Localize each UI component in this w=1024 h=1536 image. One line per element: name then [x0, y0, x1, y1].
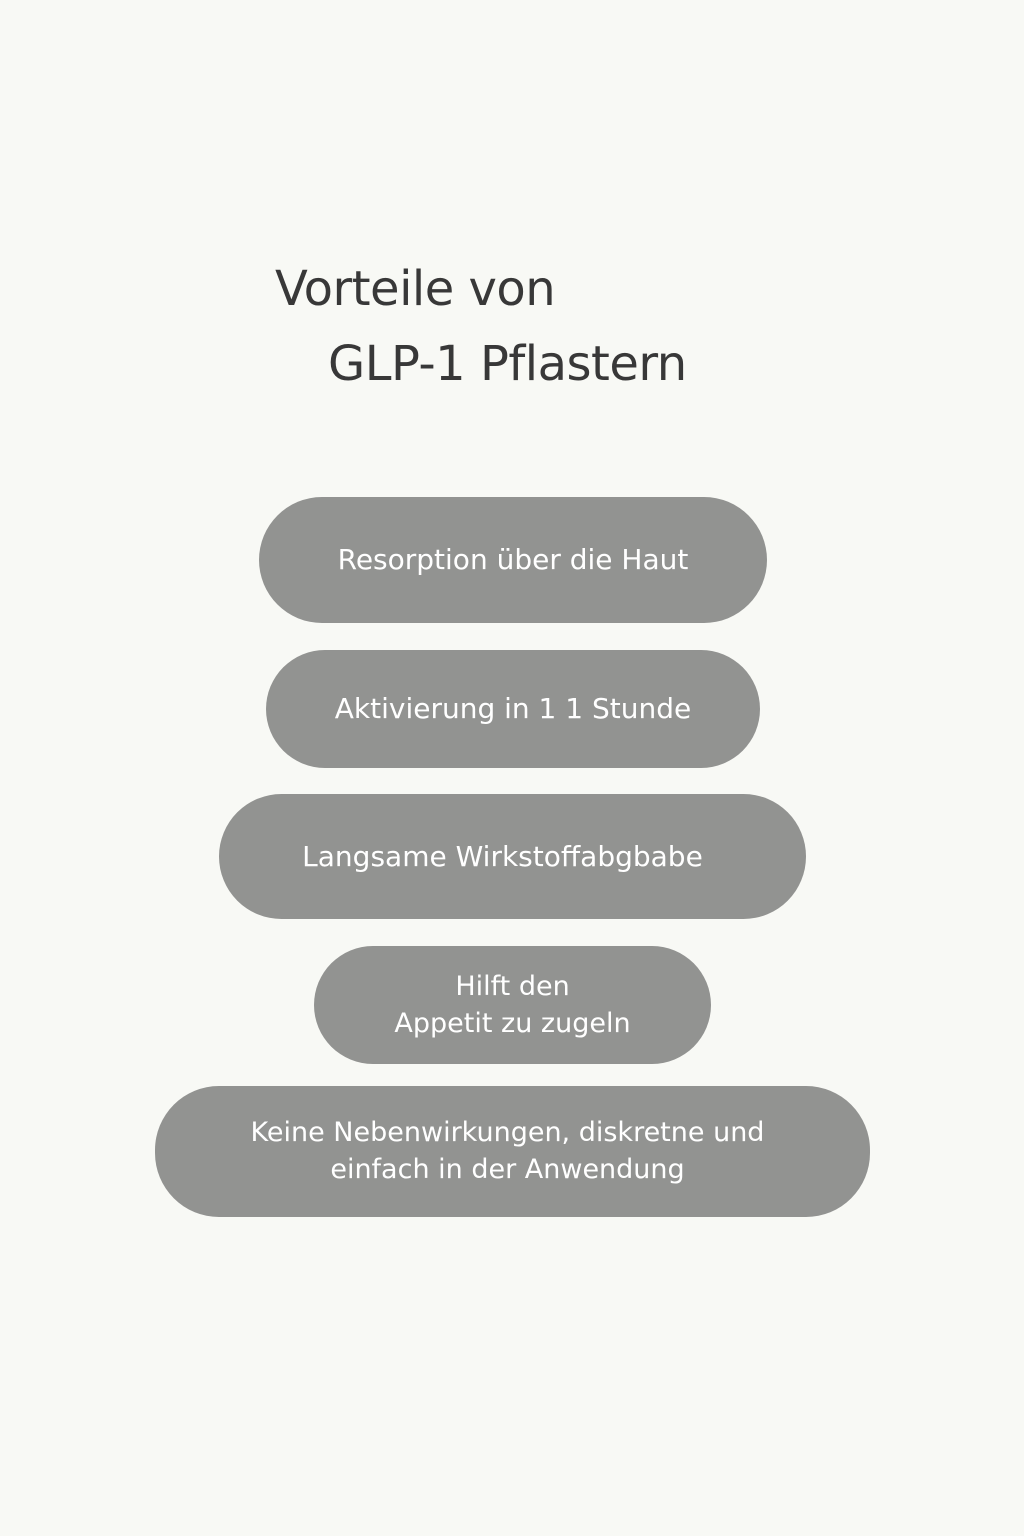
benefit-pill-resorption — [259, 497, 767, 623]
benefit-label-line-1: Hilft den — [455, 970, 570, 1002]
page-title-line-2: GLP-1 Pflastern — [328, 336, 687, 392]
benefit-pill-slow-release — [219, 794, 806, 919]
benefit-pill-activation — [266, 650, 760, 768]
benefit-label-line-2: Appetit zu zugeln — [394, 1008, 631, 1039]
benefit-label: Aktivierung in 1 1 Stunde — [334, 692, 692, 726]
benefit-pill-no-side-effects — [155, 1086, 870, 1217]
benefit-label-line-2: einfach in der Anwendung — [330, 1153, 685, 1185]
benefit-label: Langsame Wirkstoffabgbabe — [302, 839, 703, 873]
benefit-pill-appetite — [314, 946, 711, 1064]
benefit-label-line-1: Keine Nebenwirkungen, diskretne und — [250, 1117, 765, 1149]
page-title-line-1: Vorteile von — [275, 261, 556, 317]
benefit-label: Resorption über die Haut — [337, 543, 689, 577]
